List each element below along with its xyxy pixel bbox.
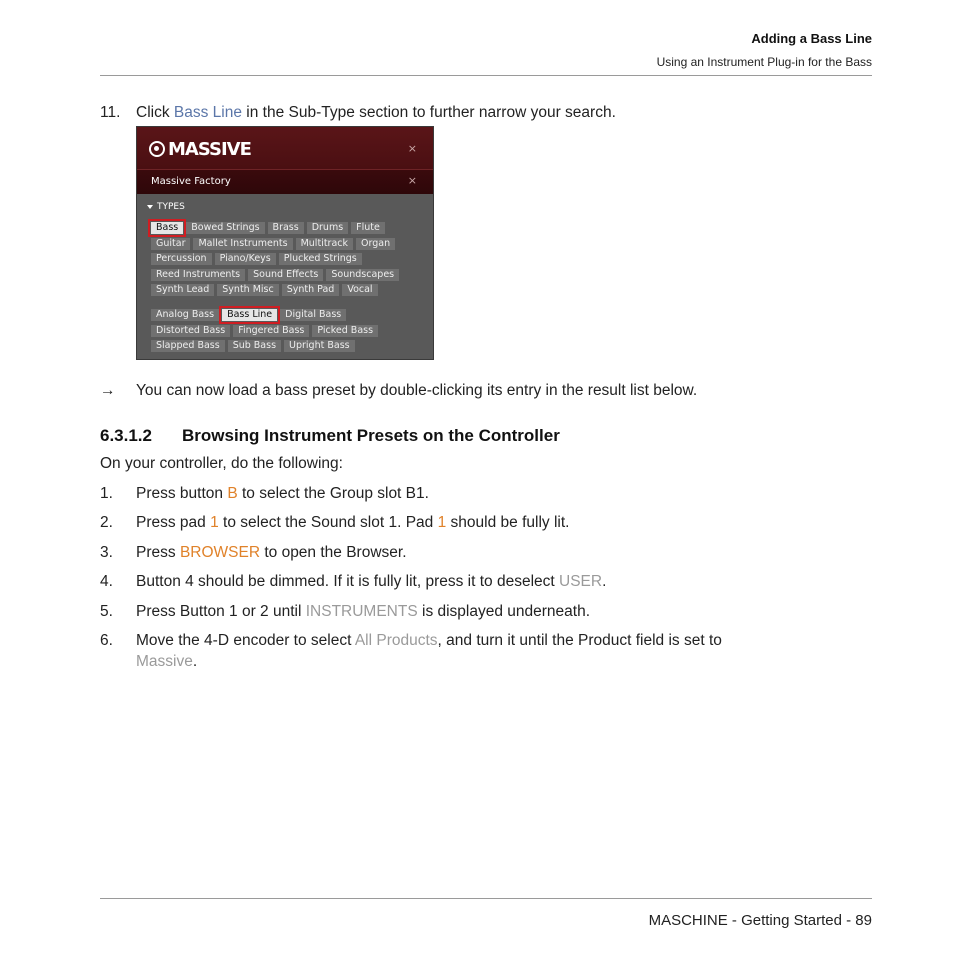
type-chip[interactable]: Piano/Keys	[215, 253, 276, 265]
highlighted-term: USER	[559, 573, 603, 590]
close-bank-icon[interactable]: ×	[407, 174, 417, 187]
step-number: 4.	[100, 573, 113, 590]
step-text	[136, 544, 407, 562]
step-fragment: to select the Sound slot 1. Pad	[218, 514, 438, 531]
type-chip[interactable]: Bowed Strings	[186, 222, 264, 234]
massive-value: Massive	[136, 653, 193, 670]
step-number: 6.	[100, 632, 113, 649]
header-title: Adding a Bass Line	[751, 31, 872, 46]
section-heading	[100, 426, 560, 446]
types-label: TYPES	[157, 202, 185, 212]
type-chip[interactable]: Brass	[268, 222, 304, 234]
step-text	[136, 514, 569, 532]
subtype-row	[151, 325, 378, 337]
step-11-text	[136, 104, 616, 122]
type-chip[interactable]: Drums	[307, 222, 348, 234]
type-chip[interactable]: Plucked Strings	[279, 253, 362, 265]
step-text	[136, 632, 722, 650]
close-product-icon[interactable]: ×	[407, 142, 417, 155]
type-chip[interactable]: Soundscapes	[326, 269, 399, 281]
type-chip[interactable]: Multitrack	[296, 238, 353, 250]
step-text	[136, 485, 429, 503]
highlighted-term: BROWSER	[179, 544, 261, 561]
step-number: 5.	[100, 603, 113, 620]
type-chip[interactable]: Percussion	[151, 253, 212, 265]
subtype-chip[interactable]: Digital Bass	[280, 309, 346, 321]
header-subtitle: Using an Instrument Plug-in for the Bass	[656, 55, 872, 69]
type-chip[interactable]: Mallet Instruments	[193, 238, 292, 250]
type-chip[interactable]: Synth Misc	[217, 284, 278, 296]
subtype-chip[interactable]: Slapped Bass	[151, 340, 225, 352]
step-number: 2.	[100, 514, 113, 531]
type-chip[interactable]: Vocal	[342, 284, 377, 296]
step-fragment: should be fully lit.	[446, 514, 570, 531]
type-row	[151, 238, 395, 250]
step-11-number: 11.	[100, 104, 121, 121]
step-fragment: Press	[136, 544, 180, 561]
step-fragment: Press button	[136, 485, 228, 502]
subtype-row	[151, 340, 355, 352]
subtype-chip[interactable]: Bass Line	[222, 309, 277, 321]
type-chip[interactable]: Flute	[351, 222, 385, 234]
highlighted-term: All Products	[354, 632, 438, 649]
result-arrow: →	[100, 382, 116, 399]
ni-logo-icon	[149, 141, 165, 157]
step-fragment: Press Button 1 or 2 until	[136, 603, 306, 620]
step-text	[136, 603, 590, 621]
subtype-chip[interactable]: Fingered Bass	[233, 325, 309, 337]
subtype-row	[151, 309, 346, 321]
step-fragment: Move the 4-D encoder to select	[136, 632, 355, 649]
step-6-tail: .	[192, 653, 198, 670]
highlighted-term: INSTRUMENTS	[305, 603, 418, 620]
subtype-chip[interactable]: Picked Bass	[312, 325, 378, 337]
step-number: 3.	[100, 544, 113, 561]
type-chip[interactable]: Guitar	[151, 238, 190, 250]
bass-line-link[interactable]: Bass Line	[173, 104, 242, 121]
step-fragment: to select the Group slot B1.	[237, 485, 429, 502]
type-chip[interactable]: Synth Lead	[151, 284, 214, 296]
top-rule	[100, 75, 872, 76]
step-fragment: , and turn it until the Product field is set to	[437, 632, 722, 649]
bank-label: Massive Factory	[151, 176, 231, 187]
type-chip[interactable]: Synth Pad	[282, 284, 340, 296]
highlighted-term: 1	[437, 514, 447, 531]
step-number: 1.	[100, 485, 113, 502]
subtype-chip[interactable]: Upright Bass	[284, 340, 355, 352]
step-fragment: to open the Browser.	[260, 544, 407, 561]
bottom-rule	[100, 898, 872, 899]
step-6-continuation	[136, 653, 197, 671]
massive-logo	[149, 139, 251, 159]
section-title: Browsing Instrument Presets on the Controller	[182, 426, 560, 445]
type-chip[interactable]: Organ	[356, 238, 395, 250]
step-11-prefix: Click	[136, 104, 174, 121]
footer: MASCHINE - Getting Started - 89	[648, 912, 872, 929]
section-intro: On your controller, do the following:	[100, 455, 343, 472]
step-text	[136, 573, 606, 591]
massive-browser-screenshot	[136, 126, 434, 360]
subtype-chip[interactable]: Analog Bass	[151, 309, 219, 321]
type-row	[151, 253, 362, 265]
section-number: 6.3.1.2	[100, 426, 152, 445]
type-row	[151, 222, 385, 234]
type-chip[interactable]: Sound Effects	[248, 269, 323, 281]
types-heading	[147, 202, 185, 212]
highlighted-term: B	[227, 485, 238, 502]
step-fragment: Press pad	[136, 514, 211, 531]
step-fragment: .	[602, 573, 607, 590]
highlighted-term: 1	[210, 514, 219, 531]
type-row	[151, 284, 378, 296]
step-fragment: is displayed underneath.	[417, 603, 591, 620]
subtype-chip[interactable]: Distorted Bass	[151, 325, 230, 337]
type-row	[151, 269, 399, 281]
step-11-suffix: in the Sub-Type section to further narrow your search.	[241, 104, 616, 121]
type-chip[interactable]: Reed Instruments	[151, 269, 245, 281]
subtype-chip[interactable]: Sub Bass	[228, 340, 281, 352]
type-chip[interactable]: Bass	[151, 222, 183, 234]
massive-logo-text: MASSIVE	[168, 138, 251, 160]
bank-bar	[137, 169, 433, 194]
step-fragment: Button 4 should be dimmed. If it is fully lit, press it to deselect	[136, 573, 560, 590]
collapse-triangle-icon[interactable]	[147, 205, 153, 209]
result-text: You can now load a bass preset by double-clicking its entry in the result list below.	[136, 382, 698, 399]
massive-header	[137, 127, 433, 169]
